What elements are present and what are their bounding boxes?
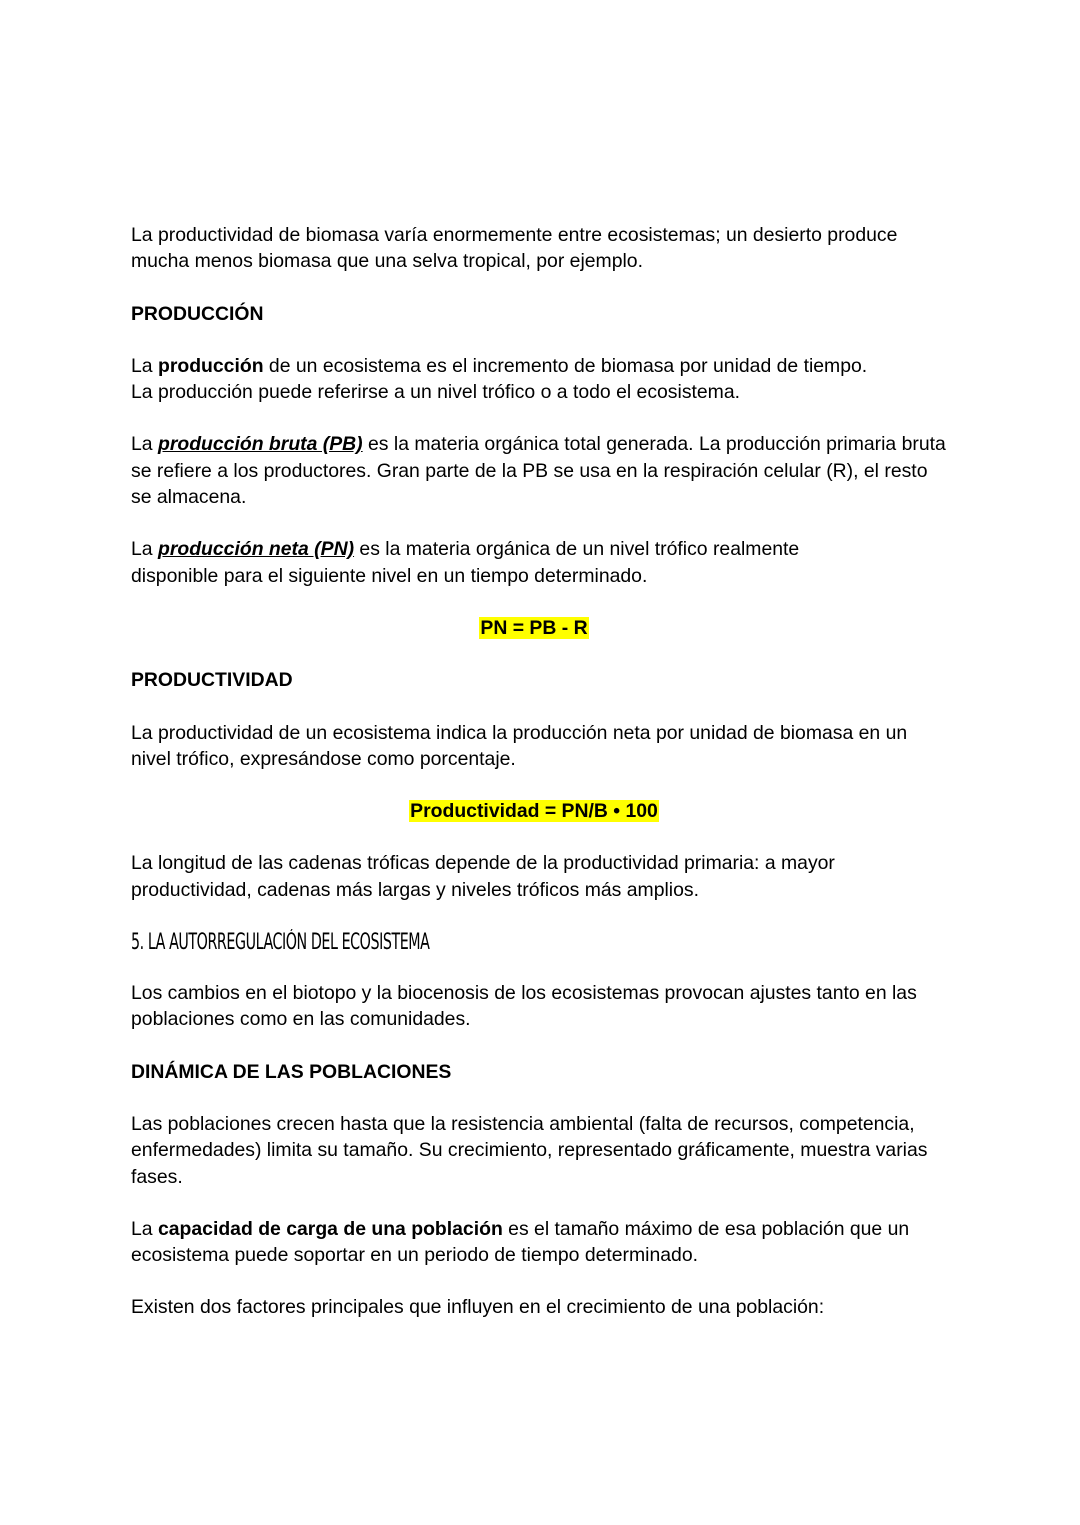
formula-pn-highlight: PN = PB - R — [480, 616, 588, 639]
document-page — [131, 222, 951, 1321]
produccion-scope: La producción puede referirse a un nivel trófico o a todo el ecosistema. — [131, 381, 741, 404]
produccion-definition: La producción de un ecosistema es el incremento de biomasa por unidad de tiempo. — [131, 354, 868, 377]
formula-productividad — [131, 798, 951, 824]
capacidad-carga-paragraph: La capacidad de carga de una población es el tamaño máximo de esa población que un ecosistema puede soportar en un periodo de tiempo determinado. — [131, 1217, 910, 1267]
produccion-neta-paragraph: La producción neta (PN) es la materia orgánica de un nivel trófico realmente disponible para el siguiente nivel en un tiempo determinado. — [131, 538, 800, 587]
factores-paragraph: Existen dos factores principales que influyen en el crecimiento de una población: — [131, 1296, 825, 1319]
productividad-heading: PRODUCTIVIDAD — [131, 669, 293, 692]
cadenas-paragraph: La longitud de las cadenas tróficas depende de la productividad primaria: a mayor productividad, cadenas más largas y niveles tróficos más amplios. — [131, 852, 835, 901]
intro-paragraph: La productividad de biomasa varía enormemente entre ecosistemas; un desierto produce mucha menos biomasa que una selva tropical, por ejemplo. — [131, 224, 898, 273]
dinamica-heading: DINÁMICA DE LAS POBLACIONES — [131, 1060, 452, 1083]
term-produccion-neta: producción neta (PN) — [157, 538, 355, 561]
produccion-heading: PRODUCCIÓN — [131, 302, 264, 325]
formula-pn — [131, 615, 951, 641]
formula-productividad-highlight: Productividad = PN/B • 100 — [410, 800, 658, 823]
dinamica-paragraph: Las poblaciones crecen hasta que la resistencia ambiental (falta de recursos, competencia, enfermedades) limita su tamaño. Su crecimiento, representado gráficamente, muestra varias fases. — [131, 1112, 928, 1188]
section-5-title: 5. LA AUTORREGULACIÓN DEL ECOSISTEMA — [131, 930, 430, 956]
term-capacidad-carga: capacidad de carga de una población — [157, 1217, 503, 1240]
term-produccion-bruta: producción bruta (PB) — [157, 433, 363, 456]
produccion-bruta-paragraph: La producción bruta (PB) es la materia orgánica total generada. La producción primaria bruta se refiere a los productores. Gran parte de la PB se usa en la respiración celular (R), el resto se almacena. — [131, 433, 946, 509]
term-produccion: producción — [157, 354, 264, 377]
section-5-intro: Los cambios en el biotopo y la biocenosis de los ecosistemas provocan ajustes tanto en las poblaciones como en las comunidades. — [131, 982, 917, 1031]
productividad-definition: La productividad de un ecosistema indica la producción neta por unidad de biomasa en un nivel trófico, expresándose como porcentaje. — [131, 721, 908, 770]
